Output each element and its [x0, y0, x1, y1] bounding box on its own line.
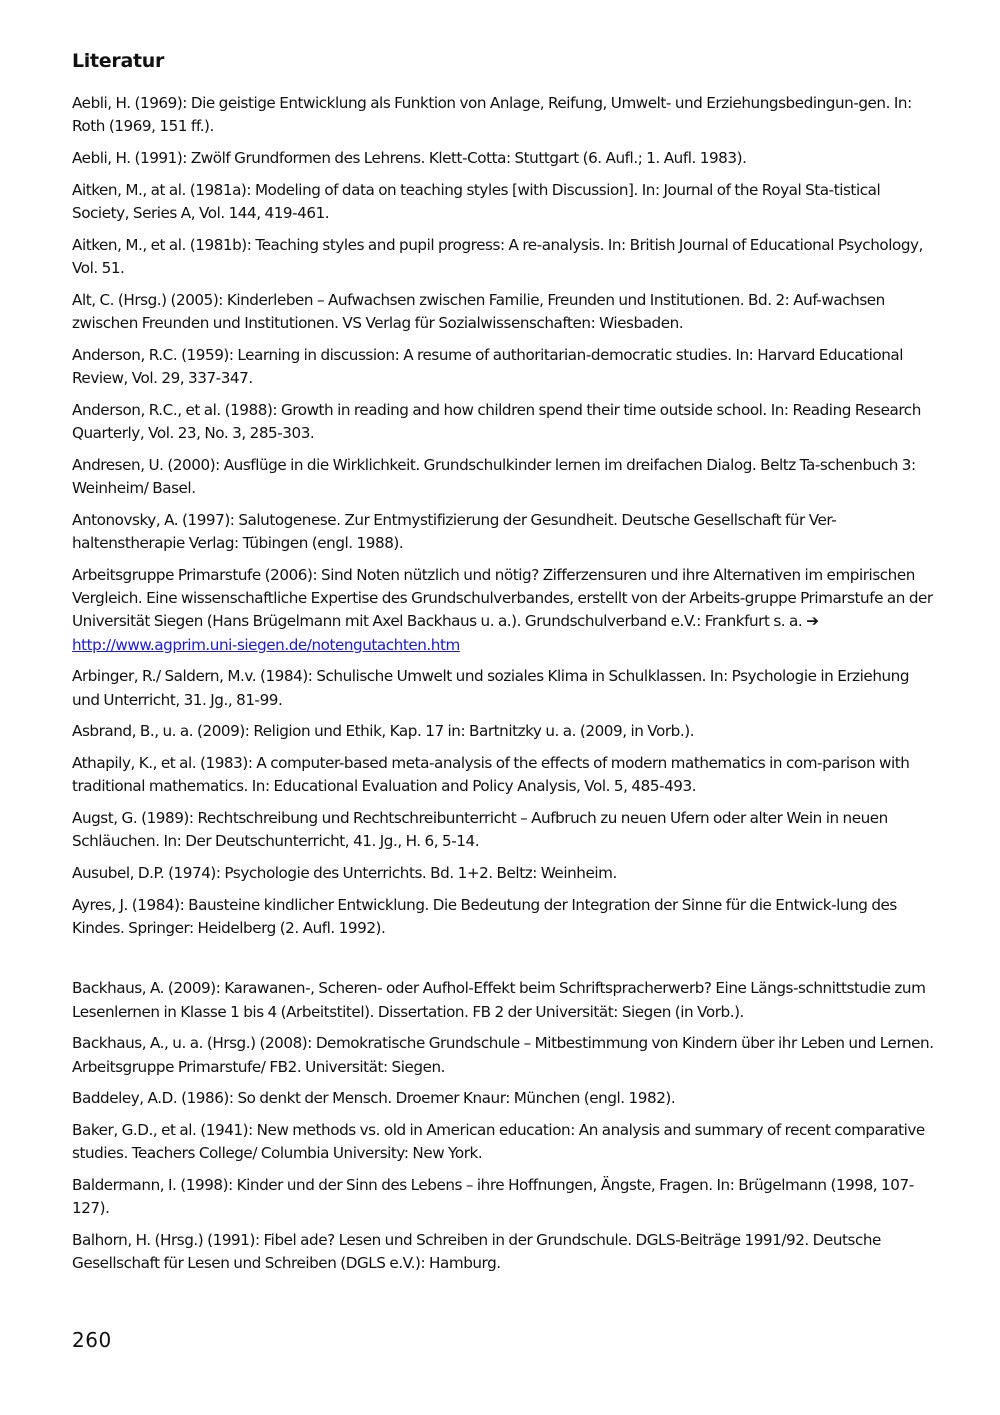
section-heading: Literatur: [72, 50, 165, 72]
reference-entry: Augst, G. (1989): Rechtschreibung und Rechtschreibunterricht – Aufbruch zu neuen Ufern oder alter Wein in neuen Schläuchen. In: Der Deutschunterricht, 41. Jg., H. 6, 5-14.: [72, 809, 888, 851]
reference-entry: Backhaus, A., u. a. (Hrsg.) (2008): Demokratische Grundschule – Mitbestimmung von Kindern über ihr Leben und Lernen. Arbeitsgruppe Primarstufe/ FB2. Universität: Siegen.: [72, 1034, 934, 1076]
reference-entry: Athapily, K., et al. (1983): A computer-based meta-analysis of the effects of modern mathematics in com-parison with traditional mathematics. In: Educational Evaluation and Policy Analysis, Vol. 5, 485-493.: [72, 754, 910, 796]
reference-entry-with-link: [72, 564, 934, 658]
reference-entry: Baldermann, I. (1998): Kinder und der Sinn des Lebens – ihre Hoffnungen, Ängste, Fragen. In: Brügelmann (1998, 107-127).: [72, 1176, 914, 1218]
reference-list: [72, 92, 934, 1284]
reference-entry: Ausubel, D.P. (1974): Psychologie des Unterrichts. Bd. 1+2. Beltz: Weinheim.: [72, 864, 617, 882]
reference-text: Arbeitsgruppe Primarstufe (2006): Sind Noten nützlich und nötig? Zifferzensuren und ihre Alternativen im empirischen Vergleich. Eine wissenschaftliche Expertise des Grundschulverbandes, erstellt von der Arbeits-gruppe Primarstufe an der Universität Siegen (Hans Brügelmann mit Axel Backhaus u. a.). Grundschulverband e.V.: Frankfurt s. a.: [72, 565, 933, 631]
reference-entry: Baker, G.D., et al. (1941): New methods vs. old in American education: An analysis and summary of recent comparative studies. Teachers College/ Columbia University: New York.: [72, 1121, 925, 1163]
reference-entry: Antonovsky, A. (1997): Salutogenese. Zur Entmystifizierung der Gesundheit. Deutsche Gesellschaft für Ver-haltenstherapie Verlag: Tübingen (engl. 1988).: [72, 510, 837, 552]
reference-entry: Anderson, R.C., et al. (1988): Growth in reading and how children spend their time outside school. In: Reading Research Quarterly, Vol. 23, No. 3, 285-303.: [72, 400, 921, 442]
reference-entry: Alt, C. (Hrsg.) (2005): Kinderleben – Aufwachsen zwischen Familie, Freunden und Institutionen. Bd. 2: Auf-wachsen zwischen Freunden und Institutionen. VS Verlag für Sozialwissenschaften: Wiesbaden.: [72, 290, 885, 332]
reference-entry: Aitken, M., et al. (1981b): Teaching styles and pupil progress: A re-analysis. In: British Journal of Educational Psychology, Vol. 51.: [72, 235, 923, 277]
reference-entry: Aebli, H. (1969): Die geistige Entwicklung als Funktion von Anlage, Reifung, Umwelt- und Erziehungsbedingun-gen. In: Roth (1969, 151 ff.).: [72, 94, 912, 136]
reference-entry: Asbrand, B., u. a. (2009): Religion und Ethik, Kap. 17 in: Bartnitzky u. a. (2009, in Vorb.).: [72, 722, 695, 741]
reference-entry: Balhorn, H. (Hrsg.) (1991): Fibel ade? Lesen und Schreiben in der Grundschule. DGLS-Beiträge 1991/92. Deutsche Gesellschaft für Lesen und Schreiben (DGLS e.V.): Hamburg.: [72, 1231, 881, 1273]
page-number: 260: [72, 1328, 112, 1352]
reference-entry: Baddeley, A.D. (1986): So denkt der Mensch. Droemer Knaur: München (engl. 1982).: [72, 1089, 676, 1108]
reference-entry: Arbinger, R./ Saldern, M.v. (1984): Schulische Umwelt und soziales Klima in Schulklassen. In: Psychologie in Erziehung und Unterricht, 31. Jg., 81-99.: [72, 667, 910, 709]
reference-entry: Ayres, J. (1984): Bausteine kindlicher Entwicklung. Die Bedeutung der Integration der Sinne für die Entwick-lung des Kindes. Springer: Heidelberg (2. Aufl. 1992).: [72, 895, 897, 937]
reference-entry: Backhaus, A. (2009): Karawanen-, Scheren- oder Aufhol-Effekt beim Schriftspracherwerb? Eine Längs-schnittstudie zum Lesenlernen in Klasse 1 bis 4 (Arbeitstitel). Dissertation. FB 2 der Universität: Siegen (in Vorb.).: [72, 979, 926, 1021]
reference-link[interactable]: http://www.agprim.uni-siegen.de/notengutachten.htm: [72, 635, 460, 654]
reference-entry: Anderson, R.C. (1959): Learning in discussion: A resume of authoritarian-democratic studies. In: Harvard Educational Review, Vol. 29, 337-347.: [72, 345, 903, 387]
reference-entry: Andresen, U. (2000): Ausflüge in die Wirklichkeit. Grundschulkinder lernen im dreifachen Dialog. Beltz Ta-schenbuch 3: Weinheim/ Basel.: [72, 455, 916, 497]
arrow-right-icon: ➔: [806, 612, 819, 631]
reference-entry: Aitken, M., at al. (1981a): Modeling of data on teaching styles [with Discussion]. In: Journal of the Royal Sta-tistical Society, Series A, Vol. 144, 419-461.: [72, 180, 881, 222]
reference-entry: Aebli, H. (1991): Zwölf Grundformen des Lehrens. Klett-Cotta: Stuttgart (6. Aufl.; 1. Aufl. 1983).: [72, 149, 747, 167]
